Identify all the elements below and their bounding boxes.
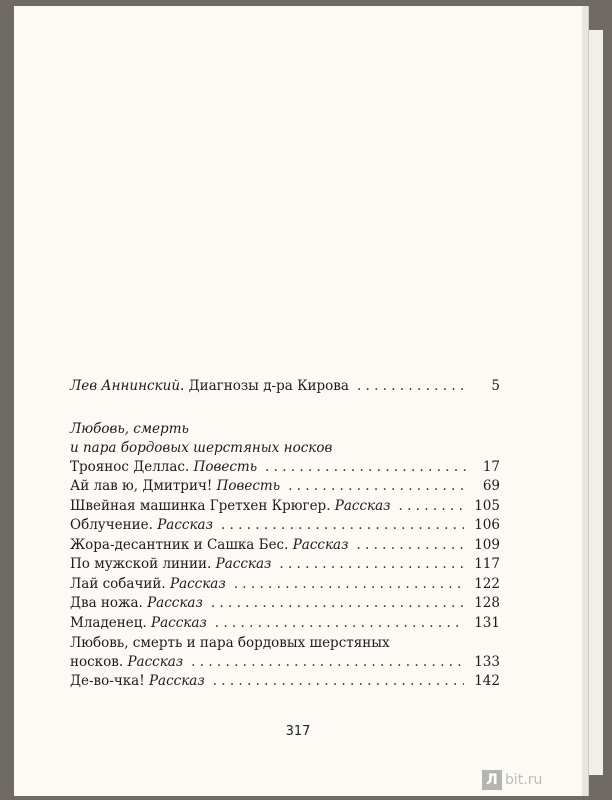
entry-genre: Рассказ: [147, 595, 203, 611]
toc-entry: [70, 595, 500, 615]
toc-entry-foreword: [70, 378, 500, 398]
toc-entry: [70, 576, 500, 596]
toc-entry: [70, 478, 500, 498]
page-number: 122: [474, 575, 500, 592]
book-spine-edge: [588, 30, 603, 775]
page-number: 106: [474, 517, 500, 533]
entry-title: Облучение.: [70, 517, 158, 533]
page-number: 131: [474, 614, 500, 631]
section-title-line-2: и пара бордовых шерстяных носков: [70, 440, 333, 456]
entry-genre: Повесть: [216, 478, 281, 494]
entry-title: По мужской линии.: [70, 556, 216, 572]
entry-genre: Рассказ: [215, 556, 272, 572]
entry-title: носков.: [70, 653, 128, 670]
dot-leader: [234, 576, 465, 592]
toc-entry: [70, 517, 500, 537]
dot-leader: [356, 537, 464, 553]
long-entry-line-1: Любовь, смерть и пара бордовых шерстяных: [70, 635, 390, 651]
toc-entry: [70, 459, 500, 479]
page-number: 5: [491, 378, 500, 394]
page-number: 109: [474, 536, 500, 553]
foreword-author: Лев Аннинский: [70, 378, 181, 394]
table-of-contents: [70, 378, 500, 693]
page-number: 69: [482, 478, 500, 494]
dot-leader: [213, 673, 465, 689]
page-number: 117: [474, 556, 500, 572]
dot-leader: [215, 615, 464, 631]
entry-genre: Рассказ: [292, 536, 349, 553]
dot-leader: [288, 478, 468, 494]
toc-entry: [70, 556, 500, 576]
entry-title: Де-во-чка!: [70, 673, 149, 689]
page-number: 142: [474, 673, 500, 689]
toc-entry: [70, 537, 500, 557]
dot-leader: [399, 498, 465, 514]
entry-genre: Рассказ: [169, 575, 226, 592]
entry-genre: Рассказ: [127, 653, 184, 670]
entry-title: Младенец.: [70, 614, 151, 631]
toc-entry: [70, 498, 500, 518]
toc-entry: [70, 615, 500, 635]
entry-genre: Рассказ: [334, 497, 391, 514]
page-number: 17: [482, 458, 500, 475]
entry-title: Ай лав ю, Дмитрич!: [70, 478, 217, 494]
watermark-text: bit.ru: [505, 772, 543, 788]
dot-leader: [211, 595, 464, 611]
page-number: 128: [474, 595, 500, 611]
entry-title: Троянос Деллас.: [70, 458, 194, 475]
toc-entry: [70, 654, 500, 674]
book-page: [14, 6, 588, 796]
entry-title: Швейная машинка Гретхен Крюгер.: [70, 497, 335, 514]
entry-title: Лай собачий.: [70, 575, 170, 592]
foreword-title: . Диагнозы д-ра Кирова: [180, 378, 349, 394]
page-folio: 317: [285, 724, 311, 739]
page-number: 105: [474, 497, 500, 514]
dot-leader: [265, 459, 468, 475]
dot-leader: [221, 517, 464, 533]
section-title-line-1: Любовь, смерть: [70, 420, 189, 437]
entry-title: Жора-десантник и Сашка Бес.: [70, 536, 293, 553]
toc-entry: [70, 673, 500, 693]
entry-genre: Рассказ: [157, 517, 213, 533]
entry-genre: Рассказ: [151, 614, 207, 631]
page-number: 133: [474, 653, 500, 670]
entry-genre: Рассказ: [148, 673, 205, 689]
entry-genre: Повесть: [193, 458, 258, 475]
watermark-logo-icon: Л: [482, 770, 502, 790]
dot-leader: [279, 556, 464, 572]
dot-leader: [191, 654, 464, 670]
dot-leader: [357, 378, 468, 394]
site-watermark: [482, 770, 542, 790]
entry-title: Два ножа.: [70, 595, 148, 611]
